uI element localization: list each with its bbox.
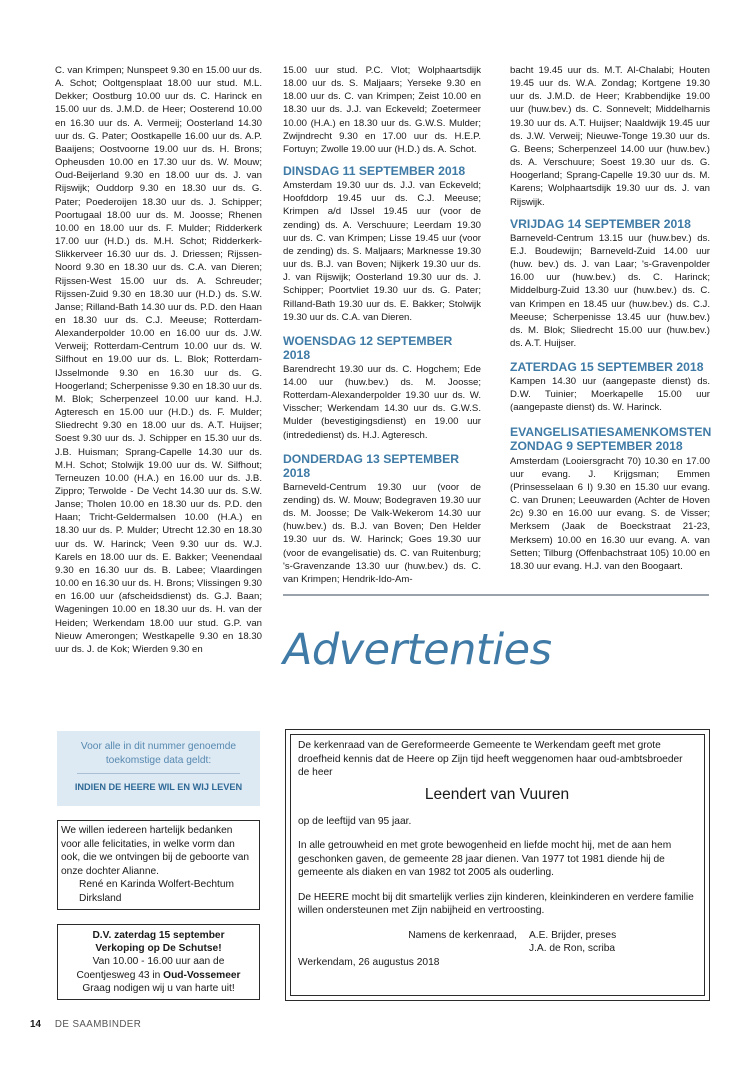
heading-dinsdag: DINSDAG 11 SEPTEMBER 2018 bbox=[283, 164, 466, 179]
sale-ad-time: Van 10.00 - 16.00 uur aan de bbox=[92, 956, 225, 968]
mourning-ad-signer-1: A.E. Brijder, preses bbox=[529, 929, 617, 941]
sale-ad-address bbox=[58, 969, 259, 982]
thanks-ad-signature: René en Karinda Wolfert-Bechtum bbox=[79, 879, 234, 890]
info-box-motto: INDIEN DE HEERE WIL EN WIJ LEVEN bbox=[74, 782, 243, 792]
thanks-ad-text: We willen iedereen hartelijk bedanken voor alle felicitaties, in welke vorm dan ook, die we ontvingen bij de geboorte van onze dochter Alianne. bbox=[61, 825, 250, 877]
advertenties-title: Advertenties bbox=[283, 625, 552, 675]
mourning-ad-signature-row bbox=[298, 929, 696, 956]
mourning-ad-service: In alle getrouwheid en met grote bewogenheid en liefde mocht hij, met de aan hem geschonken gaven, de gemeente 28 jaar dienen. Van 1977 tot 1981 diende hij de gemeente als diaken en van 1982 tot 2005 als ouderling. bbox=[298, 840, 672, 878]
sale-ad-address-street: Coentjesweg 43 in bbox=[76, 969, 161, 981]
page-number: 14 bbox=[30, 1019, 41, 1030]
text-dinsdag: Amsterdam 19.30 uur ds. J.J. van Eckeveld; Hoofddorp 19.45 uur ds. C.J. Meeuse; Krimpen a/d IJssel 19.45 uur (voor de zending) ds. A. Verschuure; Leerdam 19.30 uur ds. C. van Krimpen; Lisse 19.45 uur (voor de zending) ds. S. Maljaars; Marknesse 19.30 uur ds. B.J. van Boven; Nijkerk 19.30 uur ds. J. van Rijswijk; Oosterland 19.30 uur ds. J. Schipper; Poortvliet 19.30 uur ds. G. Pater; Rilland-Bath 19.30 uur ds. E. Bakker; Stolwijk 19.30 uur ds. C.A. van Dieren. bbox=[283, 180, 481, 323]
info-box-divider bbox=[77, 773, 240, 774]
info-box bbox=[57, 731, 260, 806]
mourning-ad-comfort: De HEERE mocht bij dit smartelijk verlies zijn kinderen, kleinkinderen en verdere familie willen ondersteunen met Zijn nabijheid en vertroosting. bbox=[298, 891, 694, 916]
text-evangelisatie: Amsterdam (Looiersgracht 70) 10.30 en 17.00 uur evang. J. Krijgsman; Emmen (Prinsesselaan 6 I) 9.30 en 15.30 uur evang. C. van Drunen; Leeuwarden (Achter de Hoven 2c) 9.30 en 16.00 uur evang. S. de Visser; Merksem (Jaak de Boeckstraat 21-23, Merksem) 10.00 en 16.30 uur evang. A. van Setten; Tilburg (Offenbachstraat 105) 10.00 en 18.30 uur evang. H.J. van den Boogaart. bbox=[510, 455, 710, 572]
page-footer bbox=[30, 1019, 141, 1030]
text-woensdag: Barendrecht 19.30 uur ds. C. Hogchem; Ede 14.00 uur (huw.bev.) ds. M. Joosse; Rotterdam-Alexanderpolder 19.30 uur ds. W. Visscher; Werkendam 14.30 uur ds. G.W.S. Mulder (bevestigingsdienst) en 19.00 uur (intrededienst) ds. H.J. Agteresch. bbox=[283, 363, 481, 441]
sale-ad-address-town: Oud-Vossemeer bbox=[163, 969, 241, 981]
publication-name: DE SAAMBINDER bbox=[54, 1019, 142, 1030]
text-zaterdag: Kampen 14.30 uur (aangepaste dienst) ds. D.W. Tuinier; Moerkapelle 15.00 uur (aangepaste dienst) ds. W. Harinck. bbox=[510, 376, 710, 414]
column-3 bbox=[510, 64, 710, 573]
column-3-intro: bacht 19.45 uur ds. M.T. Al-Chalabi; Houten 19.45 uur ds. W.A. Zondag; Kortgene 19.30 uur ds. J.M.D. de Heer; Krabbendijke 19.00 uur (huw.bev.) ds. C. Sonnevelt; Middelharnis 19.30 uur ds. A.T. Huijser; Naaldwijk 19.45 uur ds. J.W. Verweij; Nieuwe-Tonge 19.30 uur ds. G. Beens; Scherpenzeel 14.00 uur (huw.bev.) ds. A. Verschuure; Soest 19.30 uur ds. G. Hoogerland; Sprang-Capelle 19.30 uur ds. M. Karens; Wolphaartsdijk 19.30 uur ds. J. van Rijswijk. bbox=[510, 65, 710, 208]
mourning-ad-signer-2: J.A. de Ron, scriba bbox=[529, 943, 616, 954]
info-box-text: Voor alle in dit nummer genoemde toekomstige data geldt: bbox=[80, 741, 237, 766]
section-divider bbox=[283, 594, 709, 596]
heading-vrijdag: VRIJDAG 14 SEPTEMBER 2018 bbox=[510, 216, 691, 231]
heading-donderdag: DONDERDAG 13 SEPTEMBER 2018 bbox=[283, 451, 460, 480]
heading-evangelisatie bbox=[510, 425, 710, 454]
thanks-ad bbox=[57, 820, 260, 910]
sale-ad bbox=[57, 924, 260, 1000]
column-2-intro: 15.00 uur stud. P.C. Vlot; Wolphaartsdijk 18.00 uur ds. S. Maljaars; Yerseke 9.30 en 18.00 uur ds. C. van Krimpen; Zeist 10.00 en 18.30 uur ds. J.J. van Eckeveld; Zoetermeer 10.00 (H.A.) en 18.30 uur ds. G.W.S. Mulder; Zwijndrecht 9.30 en 17.00 uur ds. H.E.P. Fortuyn; Zwolle 19.00 uur (H.D.) ds. A. Schot. bbox=[283, 65, 481, 155]
column-1-text: C. van Krimpen; Nunspeet 9.30 en 15.00 uur ds. A. Schot; Ooltgensplaat 18.00 uur stud. M.L. Dekker; Oostburg 10.00 uur ds. C. Harinck en 15.00 uur ds. J.M.D. de Heer; Oosterend 10.00 en 16.30 uur ds. A. Vermeij; Oosterland 14.30 uur ds. G. Pater; Oostkapelle 16.00 uur ds. A.P. Baaijens; Oostvoorne 19.00 uur ds. H. Brons; Opheusden 10.00 en 17.30 uur ds. W. Mouw; Oud-Beijerland 9.30 en 18.00 uur ds. J. van Rijswijk; Ouddorp 9.30 en 18.30 uur ds. G. Pater; Poederoijen 18.30 uur ds. J. Schipper; Poortugaal 18.00 uur ds. M. Joosse; Rhenen 10.00 en 18.00 uur ds. F. Mulder; Ridderkerk 17.00 uur (H.D.) ds. M.H. Schot; Ridderkerk-Slikkerveer 16.30 uur ds. J. Driessen; Rijssen-Noord 9.30 en 18.30 uur ds. C.A. van Dieren; Rijssen-West 15.00 uur ds. A. Schreuder; Rijssen-Zuid 9.30 en 18.30 uur (H.D.) ds. S.W. Janse; Rilland-Bath 14.30 uur ds. P.D. den Haan en 18.30 uur ds. C.J. Meeuse; Rotterdam-Alexanderpolder 10.00 en 16.00 uur ds. J.W. Verweij; Rotterdam-Centrum 10.00 uur ds. W. Silfhout en 19.00 uur ds. L. Blok; Rotterdam-IJsselmonde 9.30 en 16.30 uur ds. G. Hoogerland; Scherpenisse 9.30 en 18.30 uur ds. M. Blok; Scherpenzeel 10.00 uur kand. H.J. Agteresch en 15.00 uur (H.D.) ds. F. Mulder; Sliedrecht 9.30 en 18.00 uur ds. A.T. Huijser; Soest 9.30 uur ds. J. Schipper en 15.30 uur ds. J.B. Huisman; Sprang-Capelle 14.30 uur ds. M.H. Schot; Stolwijk 19.00 uur ds. W. Silfhout; Terneuzen 10.00 (H.A.) en 16.00 uur ds. J.B. Zippro; Terwolde - De Vecht 14.30 uur ds. S.W. Janse; Tholen 10.00 en 18.30 uur ds. P.D. den Haan; Tricht-Geldermalsen 10.00 (H.A.) en 18.30 uur ds. P. Mulder; Utrecht 12.30 en 18.30 uur ds. W. Harinck; Veen 9.30 uur ds. W.J. Karels en 18.00 uur ds. E. Bakker; Veenendaal 9.30 en 16.30 uur ds. B. Labee; Vlaardingen 10.00 en 16.30 uur ds. H. Brons; Vlissingen 9.30 en 16.00 uur (afscheidsdienst) ds. G.J. Baan; Wageningen 10.00 en 18.30 uur ds. H. van der Heiden; Werkendam 18.00 uur stud. G.P. van Nieuw Amerongen; Westkapelle 9.30 en 18.30 uur ds. J. de Kok; Wierden 9.30 en bbox=[55, 65, 262, 655]
mourning-ad-age: op de leeftijd van 95 jaar. bbox=[298, 815, 412, 827]
heading-zaterdag: ZATERDAG 15 SEPTEMBER 2018 bbox=[510, 360, 704, 375]
thanks-ad-place: Dirksland bbox=[79, 892, 122, 904]
mourning-ad bbox=[285, 729, 710, 1001]
mourning-ad-place-date: Werkendam, 26 augustus 2018 bbox=[298, 956, 440, 968]
heading-woensdag: WOENSDAG 12 SEPTEMBER 2018 bbox=[283, 333, 453, 362]
column-1 bbox=[55, 64, 262, 656]
text-vrijdag: Barneveld-Centrum 13.15 uur (huw.bev.) ds. E.J. Boudewijn; Barneveld-Zuid 14.00 uur (huw. bev.) ds. J. van Laar; 's-Gravenpolder 16.00 uur (huw.bev.) ds. C. Harinck; Middelburg-Zuid 13.30 uur (huw.bev.) ds. C. van Krimpen en 18.45 uur (huw.bev.) ds. C.J. Meeuse; Scherpenisse 13.45 uur (huw.bev.) ds. M. Blok; Sliedrecht 15.00 uur (huw.bev.) ds. A.T. Huijser. bbox=[510, 232, 710, 349]
mourning-ad-name: Leendert van Vuuren bbox=[424, 785, 570, 803]
mourning-ad-intro: De kerkenraad van de Gereformeerde Gemeente te Werkendam geeft met grote droefheid kennis dat de Heere op Zijn tijd heeft weggenomen haar oud-ambtsbroeder de heer bbox=[298, 740, 683, 778]
mourning-ad-sign-label: Namens de kerkenraad, bbox=[408, 929, 517, 941]
sale-ad-invite: Graag nodigen wij u van harte uit! bbox=[82, 982, 235, 994]
heading-evangelisatie-line2: ZONDAG 9 SEPTEMBER 2018 bbox=[510, 439, 683, 454]
text-donderdag: Barneveld-Centrum 19.30 uur (voor de zending) ds. W. Mouw; Bodegraven 19.30 uur ds. M. Joosse; De Valk-Wekerom 14.30 uur (huw.bev.) ds. B.J. van Boven; Den Helder 19.30 uur ds. W. Harinck; Goes 19.30 uur (voor de evangelisatie) ds. C. van Ruitenburg; 's-Gravenzande 13.30 uur (huw.bev.) ds. C. van Krimpen; Hendrik-Ido-Am- bbox=[283, 481, 481, 585]
sale-ad-date: D.V. zaterdag 15 september bbox=[92, 930, 225, 941]
sale-ad-title: Verkoping op De Schutse! bbox=[95, 943, 222, 955]
heading-evangelisatie-line1: EVANGELISATIESAMENKOMSTEN bbox=[510, 424, 712, 439]
column-2 bbox=[283, 64, 481, 586]
